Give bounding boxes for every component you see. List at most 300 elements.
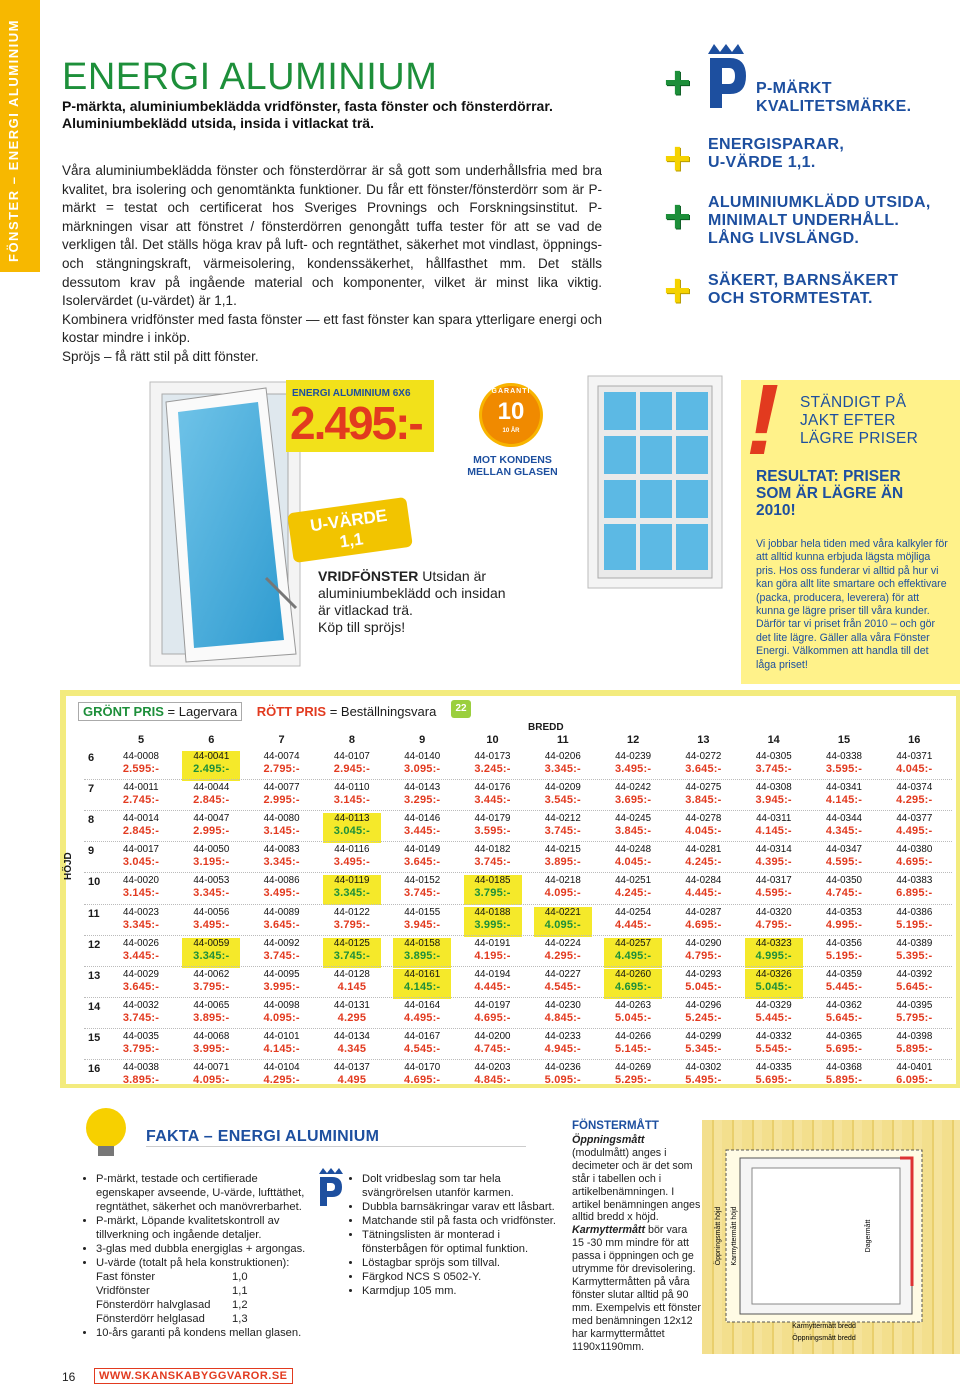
price-value: 5.045:- xyxy=(614,1011,652,1024)
price-value: 4.245:- xyxy=(614,887,652,900)
article-number: 44-0263 xyxy=(615,999,652,1011)
article-number: 44-0260 xyxy=(615,968,652,980)
article-number: 44-0374 xyxy=(896,782,933,794)
price-value: 6.095:- xyxy=(896,1074,933,1086)
article-number: 44-0254 xyxy=(615,906,652,918)
price-cell xyxy=(534,969,592,999)
price-cell xyxy=(182,751,240,781)
price-value: 3.895:- xyxy=(122,1074,160,1086)
row-divider xyxy=(84,1059,952,1060)
article-number: 44-0281 xyxy=(685,844,722,856)
price-cell xyxy=(112,969,170,999)
measure-term: Karmyttermått xyxy=(572,1224,646,1237)
price-value: 3.645:- xyxy=(404,856,441,869)
promo-sub-line: RESULTAT: PRISER xyxy=(756,468,901,485)
price-cell xyxy=(885,907,943,937)
price-cell xyxy=(745,751,803,781)
price-cell xyxy=(253,1031,311,1061)
article-number: 44-0140 xyxy=(404,751,441,762)
article-number: 44-0131 xyxy=(333,999,370,1011)
intro-paragraph: Kombinera vridfönster med fasta fönster — ett fast fönster kan spara ytterligare energi och kostar mindre i inköp. xyxy=(62,311,602,346)
article-number: 44-0227 xyxy=(544,968,581,980)
price-cell xyxy=(393,1031,451,1061)
price-cell xyxy=(323,1031,381,1061)
article-number: 44-0398 xyxy=(896,1030,933,1042)
price-value: 3.145:- xyxy=(333,794,371,807)
price-value: 4.145:- xyxy=(755,825,792,838)
price-value: 4.395:- xyxy=(755,856,792,869)
product-note: Köp till spröjs! xyxy=(318,619,406,635)
price-value: 2.745:- xyxy=(122,794,160,807)
price-value: 3.095:- xyxy=(404,763,441,775)
article-number: 44-0275 xyxy=(685,782,722,794)
product-name: VRIDFÖNSTER xyxy=(318,568,419,584)
u-value-number: 1,3 xyxy=(232,1313,248,1325)
price-value: 4.695:- xyxy=(474,1011,511,1024)
price-cell xyxy=(604,1000,662,1030)
article-number: 44-0326 xyxy=(755,968,792,980)
guarantee-caption xyxy=(460,454,565,478)
price-value: 4.095:- xyxy=(544,918,581,931)
feature-line: LÅNG LIVSLÄNGD. xyxy=(708,230,860,247)
article-number: 44-0290 xyxy=(685,937,722,949)
price-value: 2.995:- xyxy=(263,794,300,807)
price-value: 3.445:- xyxy=(122,949,160,962)
price-cell xyxy=(815,907,873,937)
price-cell xyxy=(323,1000,381,1030)
guarantee-badge xyxy=(482,386,540,444)
price-value: 3.645:- xyxy=(685,763,722,775)
price-cell xyxy=(674,907,732,937)
row-divider xyxy=(84,841,952,842)
legend-equals: = xyxy=(163,704,179,719)
price-cell xyxy=(885,1031,943,1061)
price-value: 3.995:- xyxy=(474,918,511,931)
article-number: 44-0125 xyxy=(333,937,370,949)
price-cell xyxy=(885,844,943,874)
page-number: 16 xyxy=(62,1370,76,1384)
price-value: 4.295:- xyxy=(544,949,581,962)
article-number: 44-0401 xyxy=(896,1062,933,1073)
price-value: 5.895:- xyxy=(825,1074,863,1086)
price-value: 3.495:- xyxy=(333,856,371,869)
price-cell xyxy=(112,813,170,843)
article-number: 44-0119 xyxy=(334,875,370,887)
lightbulb-icon xyxy=(86,1108,126,1148)
intro-paragraph: Våra aluminiumbeklädda fönster och fönsterdörrar är så gott som underhållsfria med bra kvalitet, bra isolering och genomtänkta funktioner. Du får ett fönster/fönsterdörr som är P-märkt = testat och certificerat hos Sveriges Provnings och Forskningsinstitut. P-märkningen visar att fönstret / fönsterdörren genongått tuffa tester för att se vad de verkligen tål. Det ställs höga krav på luft- och regntäthet, säkerhet mot vindlast, öppnings- och stängningskraft, värmeisolering, kondenssäkerhet, hållfasthet mm. Det ställs dessutom krav på ingående material och komponenter, vilket är minst lika viktig. Isolervärdet (u-värdet) är 1,1. xyxy=(62,163,602,309)
article-number: 44-0230 xyxy=(544,999,581,1011)
price-cell xyxy=(534,1000,592,1030)
legend-green xyxy=(78,702,242,721)
facts-item: • P-märkt, Löpande kvalitetskontroll av tillverkning och ingående detaljer. xyxy=(96,1214,310,1242)
row-divider xyxy=(84,872,952,873)
price-value: 4.945:- xyxy=(544,1042,581,1055)
price-cell xyxy=(674,844,732,874)
price-value: 3.595:- xyxy=(474,825,511,838)
price-value: 5.695:- xyxy=(755,1074,792,1086)
article-number: 44-0056 xyxy=(193,906,230,918)
price-cell xyxy=(323,782,381,812)
price-cell xyxy=(464,844,522,874)
price-cell xyxy=(464,969,522,999)
guarantee-badge-bottom: 10 ÅR xyxy=(502,428,520,434)
price-value: 4.595:- xyxy=(755,887,792,900)
price-cell xyxy=(253,875,311,905)
article-number: 44-0392 xyxy=(896,968,933,980)
article-number: 44-0266 xyxy=(615,1030,652,1042)
subtitle xyxy=(62,98,622,132)
price-value: 4.845:- xyxy=(474,1074,511,1086)
facts-item: • Dolt vridbeslag som tar hela svängrörelsen utanför karmen. xyxy=(362,1172,564,1200)
width-column-header: 9 xyxy=(419,734,426,746)
price-value: 4.445:- xyxy=(685,887,722,900)
feature-item xyxy=(756,80,911,116)
lightbulb-base xyxy=(98,1146,114,1156)
height-row-header: 14 xyxy=(88,1000,101,1013)
facts-item: • 10-års garanti på kondens mellan glasen. xyxy=(96,1326,310,1340)
facts-list-left xyxy=(84,1172,310,1340)
price-cell xyxy=(182,1062,240,1092)
price-cell xyxy=(604,813,662,843)
article-number: 44-0017 xyxy=(123,844,159,856)
price-cell xyxy=(323,969,381,999)
price-value: 5.045:- xyxy=(755,980,792,993)
diagram-label: Öppningsmått bredd xyxy=(792,1335,856,1342)
price-cell xyxy=(815,782,873,812)
p-mark-logo xyxy=(706,44,750,110)
price-value: 5.795:- xyxy=(896,1011,933,1024)
price-cell xyxy=(604,1062,662,1092)
article-number: 44-0377 xyxy=(896,813,933,825)
price-cell xyxy=(112,844,170,874)
price-cell xyxy=(464,813,522,843)
price-cell xyxy=(745,907,803,937)
article-number: 44-0353 xyxy=(826,906,862,918)
row-divider xyxy=(84,1028,952,1029)
price-cell xyxy=(112,938,170,968)
price-cell xyxy=(323,751,381,781)
price-cell xyxy=(534,813,592,843)
article-number: 44-0098 xyxy=(263,999,300,1011)
price-value: 2.795:- xyxy=(263,763,300,775)
price-value: 3.195:- xyxy=(193,856,230,869)
price-cell xyxy=(604,751,662,781)
intro-paragraph: Spröjs – få rätt stil på ditt fönster. xyxy=(62,348,259,364)
price-value: 4.295:- xyxy=(263,1074,300,1086)
article-number: 44-0011 xyxy=(123,782,159,794)
article-number: 44-0347 xyxy=(826,844,862,856)
price-cell xyxy=(464,751,522,781)
price-cell xyxy=(323,875,381,905)
article-number: 44-0200 xyxy=(474,1030,511,1042)
article-number: 44-0308 xyxy=(755,782,792,794)
article-number: 44-0224 xyxy=(544,937,581,949)
intro-text xyxy=(62,162,602,367)
price-value: 5.645:- xyxy=(896,980,933,993)
guarantee-caption-line: MELLAN GLASEN xyxy=(467,466,558,478)
u-value-row xyxy=(96,1298,310,1312)
price-cell xyxy=(253,969,311,999)
price-value: 4.045:- xyxy=(614,856,652,869)
price-cell xyxy=(464,938,522,968)
price-value: 4.145:- xyxy=(404,980,441,993)
feature-line: OCH STORMTESTAT. xyxy=(708,290,873,307)
article-number: 44-0179 xyxy=(474,813,511,825)
price-value: 2.995:- xyxy=(193,825,230,838)
price-cell xyxy=(815,969,873,999)
price-cell xyxy=(815,751,873,781)
price-value: 3.645:- xyxy=(263,918,300,931)
feature-line: MINIMALT UNDERHÅLL. xyxy=(708,212,900,229)
price-cell xyxy=(182,813,240,843)
legend-green-label: GRÖNT PRIS xyxy=(83,704,164,719)
article-number: 44-0293 xyxy=(685,968,722,980)
price-cell xyxy=(534,1062,592,1092)
facts-item: • Tätningslisten är monterad i fönsterbågen för optimal funktion. xyxy=(362,1228,564,1256)
price-value: 3.945:- xyxy=(404,918,441,931)
price-value: 3.895:- xyxy=(193,1011,230,1024)
price-cell xyxy=(745,1031,803,1061)
article-number: 44-0365 xyxy=(826,1030,862,1042)
price-cell xyxy=(534,875,592,905)
price-cell xyxy=(323,813,381,843)
price-cell xyxy=(253,1062,311,1092)
article-number: 44-0368 xyxy=(826,1062,862,1073)
row-divider xyxy=(84,779,952,780)
article-number: 44-0047 xyxy=(193,813,230,825)
article-number: 44-0116 xyxy=(334,844,370,856)
price-cell xyxy=(674,1062,732,1092)
facts-list-right xyxy=(350,1172,564,1298)
price-cell xyxy=(815,1062,873,1092)
price-cell xyxy=(534,844,592,874)
price-cell xyxy=(182,1000,240,1030)
price-value: 5.095:- xyxy=(544,1074,581,1086)
price-value: 5.295:- xyxy=(614,1074,652,1086)
price-cell xyxy=(393,938,451,968)
article-number: 44-0197 xyxy=(474,999,511,1011)
price-cell xyxy=(393,813,451,843)
article-number: 44-0383 xyxy=(896,875,933,887)
width-column-header: 5 xyxy=(137,734,145,746)
price-value: 3.995:- xyxy=(263,980,300,993)
article-number: 44-0038 xyxy=(123,1062,159,1073)
u-value-row xyxy=(96,1270,310,1284)
price-cell xyxy=(885,782,943,812)
article-number: 44-0236 xyxy=(544,1062,581,1073)
article-number: 44-0371 xyxy=(896,751,933,762)
price-value: 4.145 xyxy=(337,980,367,993)
price-cell xyxy=(112,751,170,781)
article-number: 44-0239 xyxy=(615,751,652,762)
price-cell xyxy=(885,751,943,781)
article-number: 44-0128 xyxy=(333,968,370,980)
height-row-header: 15 xyxy=(88,1031,101,1044)
price-cell xyxy=(674,813,732,843)
feature-line: SÄKERT, BARNSÄKERT xyxy=(708,272,899,289)
article-number: 44-0194 xyxy=(474,968,511,980)
price-value: 5.545:- xyxy=(755,1042,792,1055)
article-number: 44-0065 xyxy=(193,999,230,1011)
article-number: 44-0167 xyxy=(404,1030,441,1042)
article-number: 44-0233 xyxy=(544,1030,581,1042)
promo-title-line: JAKT EFTER xyxy=(800,412,896,429)
page-title: ENERGI ALUMINIUM xyxy=(62,56,438,98)
article-number: 44-0092 xyxy=(263,937,300,949)
u-value-number: 1,1 xyxy=(232,1285,248,1297)
price-value: 2.845:- xyxy=(193,794,230,807)
price-value: 4.095:- xyxy=(544,887,581,900)
width-column-header: 15 xyxy=(837,734,851,746)
height-row-header: 7 xyxy=(88,783,95,796)
website-link[interactable]: WWW.SKANSKABYGGVAROR.SE xyxy=(94,1368,293,1384)
article-number: 44-0341 xyxy=(826,782,862,794)
price-value: 5.195:- xyxy=(825,949,863,962)
price-value: 6.895:- xyxy=(896,887,933,900)
price-value: 4.745:- xyxy=(825,887,863,900)
price-value: 3.145:- xyxy=(263,825,300,838)
u-value-label: Fast fönster xyxy=(96,1271,156,1283)
price-value: 4.795:- xyxy=(755,918,792,931)
price-cell xyxy=(464,1062,522,1092)
price-value: 3.345:- xyxy=(193,887,230,900)
plus-icon: + xyxy=(664,132,691,184)
diagram-label: Dagermått xyxy=(865,1219,872,1253)
plus-icon: + xyxy=(664,264,691,316)
price-cell xyxy=(534,782,592,812)
article-number: 44-0107 xyxy=(333,751,370,762)
article-number: 44-0101 xyxy=(263,1030,300,1042)
width-column-header: 7 xyxy=(278,734,285,746)
price-value: 5.495:- xyxy=(685,1074,722,1086)
price-cell xyxy=(464,1000,522,1030)
price-cell xyxy=(253,1000,311,1030)
price-value: 4.145:- xyxy=(825,794,863,807)
price-value: 4.995:- xyxy=(825,918,863,931)
price-cell xyxy=(534,1031,592,1061)
width-column-header: 12 xyxy=(626,734,640,746)
price-value: 3.345:- xyxy=(333,887,371,900)
price-value: 4.245:- xyxy=(685,856,722,869)
promo-title-line: LÄGRE PRISER xyxy=(800,430,919,447)
price-value: 3.745:- xyxy=(544,825,581,838)
measure-text: (modulmått) anges i decimeter och är det som står i tabellen och i artikelbenämningen. I artikel benämningen anges alltid bredd x höjd. xyxy=(572,1146,701,1224)
price-cell xyxy=(604,969,662,999)
article-number: 44-0149 xyxy=(404,844,441,856)
article-number: 44-0083 xyxy=(263,844,300,856)
article-number: 44-0212 xyxy=(544,813,581,825)
promo-sub-line: SOM ÄR LÄGRE ÄN xyxy=(756,485,904,502)
u-value-badge-line: U-VÄRDE xyxy=(308,505,389,536)
price-value: 3.695:- xyxy=(614,794,652,807)
price-cell xyxy=(464,875,522,905)
feature-line: U-VÄRDE 1,1. xyxy=(708,154,816,171)
price-cell xyxy=(112,1000,170,1030)
price-value: 3.045:- xyxy=(122,856,160,869)
article-number: 44-0335 xyxy=(755,1062,792,1073)
u-value-badge-line: 1,1 xyxy=(338,529,365,552)
divider xyxy=(146,1146,526,1147)
price-value: 3.995:- xyxy=(193,1042,230,1055)
price-cell xyxy=(815,938,873,968)
article-number: 44-0035 xyxy=(123,1030,159,1042)
price-cell xyxy=(393,907,451,937)
article-number: 44-0143 xyxy=(404,782,441,794)
article-number: 44-0155 xyxy=(404,906,441,918)
facts-item: • Färgkod NCS S 0502-Y. xyxy=(362,1270,564,1284)
price-value: 3.745:- xyxy=(474,856,511,869)
price-cell xyxy=(393,1062,451,1092)
width-column-header: 11 xyxy=(556,734,569,746)
article-number: 44-0062 xyxy=(193,968,230,980)
price-cell xyxy=(815,813,873,843)
article-number: 44-0134 xyxy=(333,1030,370,1042)
article-number: 44-0284 xyxy=(685,875,722,887)
price-cell xyxy=(745,782,803,812)
width-column-header: 6 xyxy=(208,734,215,746)
price-value: 5.445:- xyxy=(755,1011,792,1024)
article-number: 44-0158 xyxy=(404,937,441,949)
article-number: 44-0386 xyxy=(896,906,933,918)
price-cell xyxy=(323,1062,381,1092)
price-value: 5.145:- xyxy=(614,1042,652,1055)
plus-icon: + xyxy=(664,190,691,242)
price-value: 2.845:- xyxy=(122,825,160,838)
article-number: 44-0305 xyxy=(755,751,792,762)
price-cell xyxy=(674,1031,732,1061)
price-value: 3.945:- xyxy=(755,794,792,807)
height-axis-label: HÖJD xyxy=(63,852,74,880)
price-value: 4.045:- xyxy=(896,763,933,775)
price-value: 4.495:- xyxy=(896,825,933,838)
article-number: 44-0029 xyxy=(123,968,159,980)
article-number: 44-0137 xyxy=(333,1062,370,1073)
price-value: 4.045:- xyxy=(685,825,722,838)
article-number: 44-0014 xyxy=(123,813,159,825)
article-number: 44-0122 xyxy=(333,906,370,918)
price-value: 4.545:- xyxy=(544,980,581,993)
price-value: 3.845:- xyxy=(685,794,722,807)
article-number: 44-0203 xyxy=(474,1062,511,1073)
article-number: 44-0269 xyxy=(615,1062,652,1073)
price-value: 3.345:- xyxy=(263,856,300,869)
article-number: 44-0302 xyxy=(685,1062,722,1073)
article-number: 44-0086 xyxy=(263,875,300,887)
price-cell xyxy=(604,907,662,937)
price-value: 4.695:- xyxy=(614,980,652,993)
price-value: 3.645:- xyxy=(122,980,160,993)
price-value: 5.695:- xyxy=(825,1042,863,1055)
price-value: 3.045:- xyxy=(333,825,371,838)
u-value-number: 1,0 xyxy=(232,1271,248,1283)
article-number: 44-0110 xyxy=(334,782,370,794)
u-value-label: Fönsterdörr helglasad xyxy=(96,1313,205,1325)
price-cell xyxy=(745,969,803,999)
price-value: 3.795:- xyxy=(193,980,230,993)
price-cell xyxy=(112,782,170,812)
price-value: 4.545:- xyxy=(404,1042,441,1055)
row-divider xyxy=(84,966,952,967)
article-number: 44-0242 xyxy=(615,782,652,794)
price-cell xyxy=(182,907,240,937)
price-value: 3.245:- xyxy=(474,763,511,775)
article-number: 44-0026 xyxy=(123,937,159,949)
price-value: 4.695:- xyxy=(896,856,933,869)
price-cell xyxy=(604,938,662,968)
price-cell xyxy=(464,1031,522,1061)
price-value: 3.295:- xyxy=(404,794,441,807)
price-value: 3.745:- xyxy=(404,887,441,900)
